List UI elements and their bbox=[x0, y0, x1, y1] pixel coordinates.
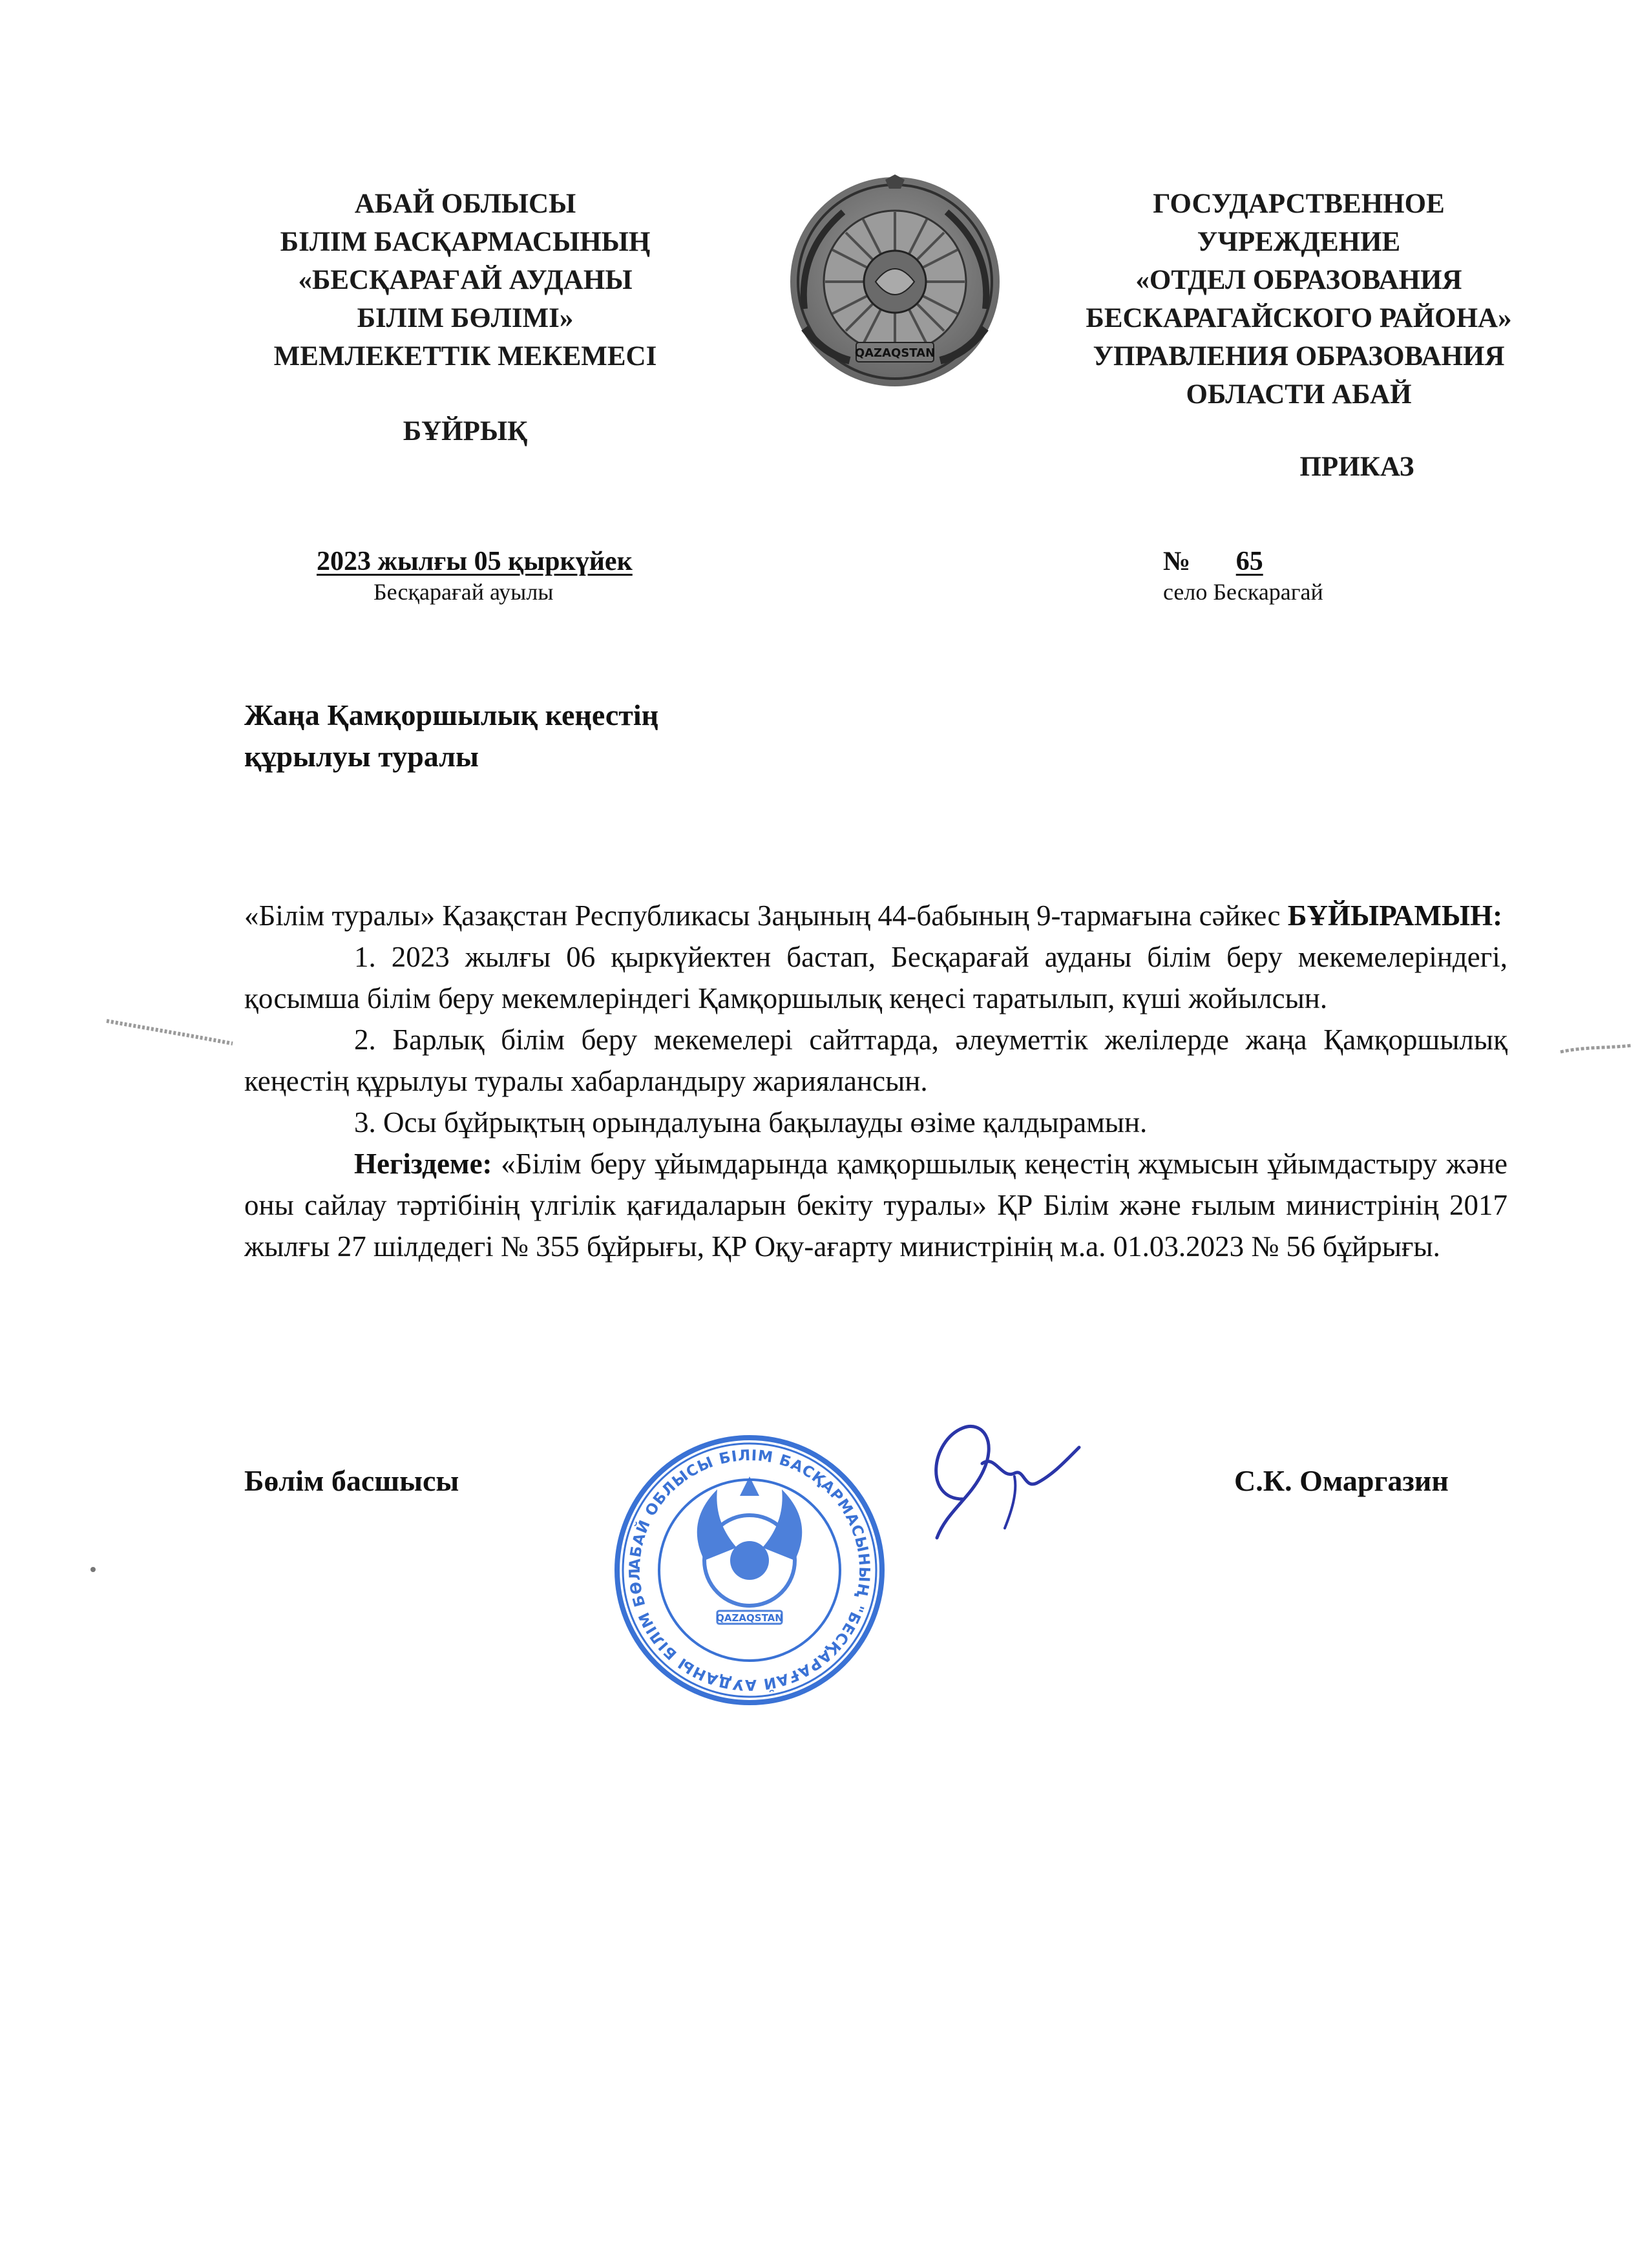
header-right bbox=[1008, 185, 1590, 414]
scan-dot bbox=[90, 1567, 96, 1572]
signature-scribble-icon bbox=[885, 1402, 1098, 1551]
place-kz: Бесқарағай ауылы bbox=[373, 579, 554, 605]
body-item: 3. Осы бұйрықтың орындалуына бақылауды өзіме қалдырамын. bbox=[354, 1106, 1148, 1139]
header-right-line: ОБЛАСТИ АБАЙ bbox=[1186, 379, 1412, 410]
stamp-seal-icon bbox=[611, 1431, 888, 1709]
header-left-line: БІЛІМ БӨЛІМІ» bbox=[357, 303, 574, 333]
subject-line: құрылуы туралы bbox=[244, 740, 479, 773]
order-command: БҰЙЫРАМЫН: bbox=[1287, 899, 1503, 932]
basis-text: «Білім беру ұйымдарында қамқоршылық кеңестің жұмысын ұйымдастыру және оны сайлау тәртібінің үлгілік қағидаларын бекіту туралы» ҚР Білім және ғылым министрінің 2017 жылғы 27 шілдедегі № 355 бұйрығы, ҚР Оқу-ағарту министрінің м.а. 01.03.2023 № 56 бұйрығы. bbox=[244, 1148, 1508, 1263]
header-right-line: БЕСКАРАГАЙСКОГО РАЙОНА» bbox=[1086, 303, 1512, 333]
body-basis bbox=[244, 1143, 1507, 1267]
header-left-line: МЕМЛЕКЕТТІК МЕКЕМЕСІ bbox=[273, 341, 657, 372]
scan-mark-right bbox=[1557, 1040, 1635, 1060]
order-number: 65 bbox=[1235, 547, 1263, 576]
body-item: 2. Барлық білім беру мекемелері сайттарда, әлеуметтік желілерде жаңа Қамқоршылық кеңестің құрылуы туралы хабарландыру жариялансын. bbox=[244, 1024, 1507, 1097]
order-date: 2023 жылғы 05 қыркүйек bbox=[317, 547, 633, 576]
doc-type-kz: БҰЙРЫҚ bbox=[403, 416, 528, 446]
order-number-block bbox=[1163, 546, 1283, 577]
signature-position: Бөлім басшысы bbox=[244, 1464, 459, 1497]
signature-name: С.К. Омаргазин bbox=[1234, 1464, 1449, 1497]
header-right-line: «ОТДЕЛ ОБРАЗОВАНИЯ bbox=[1135, 265, 1462, 295]
body-intro: «Білім туралы» Қазақстан Республикасы Заңының 44-бабының 9-тармағына сәйкес БҰЙЫРАМЫН: bbox=[244, 899, 1503, 932]
emblem-label: QAZAQSTAN bbox=[854, 346, 936, 360]
header-right-line: УЧРЕЖДЕНИЕ bbox=[1197, 227, 1401, 257]
header-left-line: «БЕСҚАРАҒАЙ АУДАНЫ bbox=[298, 265, 633, 295]
handwritten-signature bbox=[885, 1402, 1098, 1551]
body-item: 1. 2023 жылғы 06 қыркүйектен бастап, Бесқарағай ауданы білім беру мекемелеріндегі, қосымша білім беру мекемлеріндегі Қамқоршылық кеңесі таратылып, күші жойылсын. bbox=[244, 941, 1507, 1014]
state-emblem bbox=[779, 173, 1011, 396]
doc-type-ru: ПРИКАЗ bbox=[1299, 452, 1414, 482]
basis-label: Негіздеме: bbox=[354, 1148, 492, 1180]
place-ru: село Бескарагай bbox=[1163, 579, 1323, 605]
header-right-line: ГОСУДАРСТВЕННОЕ bbox=[1153, 189, 1445, 219]
order-subject bbox=[244, 695, 658, 777]
header-left-line: АБАЙ ОБЛЫСЫ bbox=[354, 189, 576, 219]
state-emblem-icon bbox=[779, 173, 1011, 396]
scan-mark-left bbox=[103, 1008, 239, 1047]
stamp-ring-text: АБАЙ ОБЛЫСЫ БІЛІМ БАСҚАРМАСЫНЫҢ "БЕСҚАРАҒАЙ АУДАНЫ БІЛІМ БӨЛ bbox=[626, 1447, 873, 1694]
stamp-center-text: QAZAQSTAN bbox=[716, 1612, 783, 1624]
order-number-prefix: № bbox=[1163, 547, 1191, 576]
official-stamp bbox=[611, 1431, 888, 1709]
header-left bbox=[194, 185, 737, 375]
subject-line: Жаңа Қамқоршылық кеңестің bbox=[244, 698, 659, 731]
header-right-line: УПРАВЛЕНИЯ ОБРАЗОВАНИЯ bbox=[1093, 341, 1505, 372]
header-left-line: БІЛІМ БАСҚАРМАСЫНЫҢ bbox=[280, 227, 651, 257]
order-body bbox=[244, 895, 1507, 1267]
